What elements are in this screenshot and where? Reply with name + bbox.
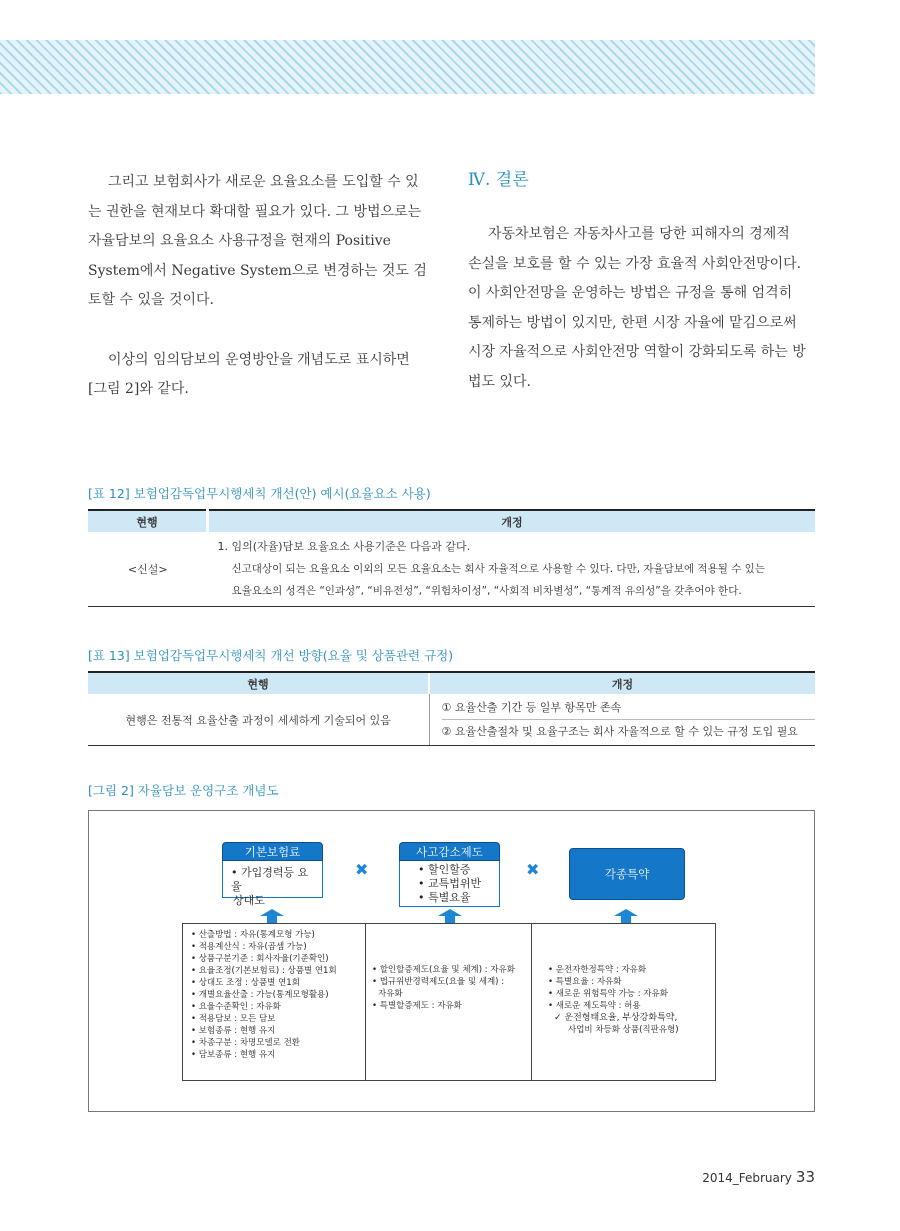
- table13-current-cell: 현행은 전통적 요율산출 과정이 세세하게 기술되어 있음: [88, 694, 429, 746]
- special-riders-box: 각종특약: [569, 848, 685, 900]
- accident-reduction-details: • 할인할증제도(요율 및 체계) : 자유화 • 법규위반경력제도(요율 및 세계) : 자유화 • 특별할증제도 : 자유화: [365, 923, 532, 1081]
- table13-caption: [표 13] 보험업감독업무시행세칙 개선 방향(요율 및 상품관련 규정): [88, 648, 454, 663]
- table12-revised-line-2: 신고대상이 되는 요율요소 이외의 모든 요율요소는 회사 자율적으로 사용할 수 있다. 다만, 자율담보에 적용될 수 있는: [231, 563, 765, 575]
- table13: [88, 671, 815, 746]
- figure2-caption: [그림 2] 자율담보 운영구조 개념도: [88, 783, 279, 798]
- issue-label: 2014_February: [702, 1171, 792, 1185]
- up-arrow-icon: [438, 909, 462, 923]
- table12-header-revised: 개정: [208, 510, 816, 532]
- table13-revised-line-2: ② 요율산출절차 및 요율구조는 회사 자율적으로 할 수 있는 규정 도입 필요: [441, 725, 798, 738]
- table12-revised-cell: [208, 532, 816, 607]
- table13-header-revised: 개정: [429, 672, 815, 694]
- header-hatch-band: [0, 40, 815, 94]
- special-riders-details: • 운전자한정특약 : 자유화 • 특별요율 : 자유화 • 새로운 위험특약 가능 : 자유화 • 새로운 제도특약 : 허용 ✓ 운전형태요율, 부상강화특약, 사업비 차등화 상품(직판유형): [531, 923, 716, 1081]
- table12-revised-line-1: 1. 임의(자율)담보 요율요소 사용기준은 다음과 같다.: [217, 540, 471, 553]
- up-arrow-icon: [614, 909, 638, 923]
- conclusion-paragraph: 자동차보험은 자동차사고를 당한 피해자의 경제적 손실을 보호를 할 수 있는 가장 효율적 사회안전망이다. 이 사회안전망을 운영하는 방법은 규정을 통해 엄격히 통제하는 방법이 있지만, 한편 시장 자율에 맡김으로써 시장 자율적으로 사회안전망 역할이 강화되도록 하는 방 법도 있다.: [468, 226, 806, 390]
- table12-current-cell: <신설>: [88, 532, 208, 607]
- left-paragraph-1: 그리고 보험회사가 새로운 요율요소를 도입할 수 있 는 권한을 현재보다 확대할 필요가 있다. 그 방법으로는 자율담보의 요율요소 사용규정을 현재의 Positive System에서 Negative System으로 변경하는 것도 검 토할 수 있을 것이다.: [88, 174, 427, 308]
- page-number: 33: [795, 1168, 815, 1186]
- table12-revised-line-3: 요율요소의 성격은 “인과성”, “비유전성”, “위험차이성”, “사회적 비차별성”, “통계적 유의성”을 갖추어야 한다.: [231, 585, 742, 597]
- page-footer: [702, 1168, 815, 1186]
- multiply-icon: ✖: [526, 860, 540, 879]
- section-title: Ⅳ. 결론: [468, 170, 529, 190]
- right-column: [468, 165, 814, 397]
- table13-header-current: 현행: [88, 672, 429, 694]
- table13-revised-line-1: ① 요율산출 기간 등 일부 항목만 존속: [442, 696, 816, 720]
- left-column: [88, 168, 434, 405]
- left-paragraph-2: 이상의 임의담보의 운영방안을 개념도로 표시하면 [그림 2]와 같다.: [88, 351, 410, 397]
- accident-reduction-body: • 할인할증 • 교특법위반 • 특별요율: [399, 861, 500, 907]
- figure2-diagram: [88, 810, 815, 1112]
- table12-header-current: 현행: [88, 510, 208, 532]
- accident-reduction-title: 사고감소제도: [399, 842, 500, 861]
- basic-premium-title: 기본보험료: [222, 842, 323, 861]
- table12: [88, 509, 815, 607]
- multiply-icon: ✖: [355, 860, 369, 879]
- basic-premium-body: • 가입경력등 요율 상대도: [222, 861, 323, 898]
- basic-premium-details: • 산출방법 : 자유(통계모형 가능) • 적용계산식 : 자유(곱셈 가능) • 상품구분기준 : 회사자율(기준확인) • 요율조정(기본보험료) : 상품별 연1회 • 상대도 조정 : 상품별 연1회 • 개별요율산출 : 가능(통계모형활용) • 요율수준확인 : 자유화 • 적용담보 : 모든 담보 • 보험종류 : 현행 유지 • 차종구분 : 차명모델로 전환 • 담보종류 : 현행 유지: [182, 923, 366, 1081]
- table13-revised-cell: [429, 694, 815, 746]
- table12-caption: [표 12] 보험업감독업무시행세칙 개선(안) 예시(요율요소 사용): [88, 486, 431, 501]
- up-arrow-icon: [260, 909, 284, 923]
